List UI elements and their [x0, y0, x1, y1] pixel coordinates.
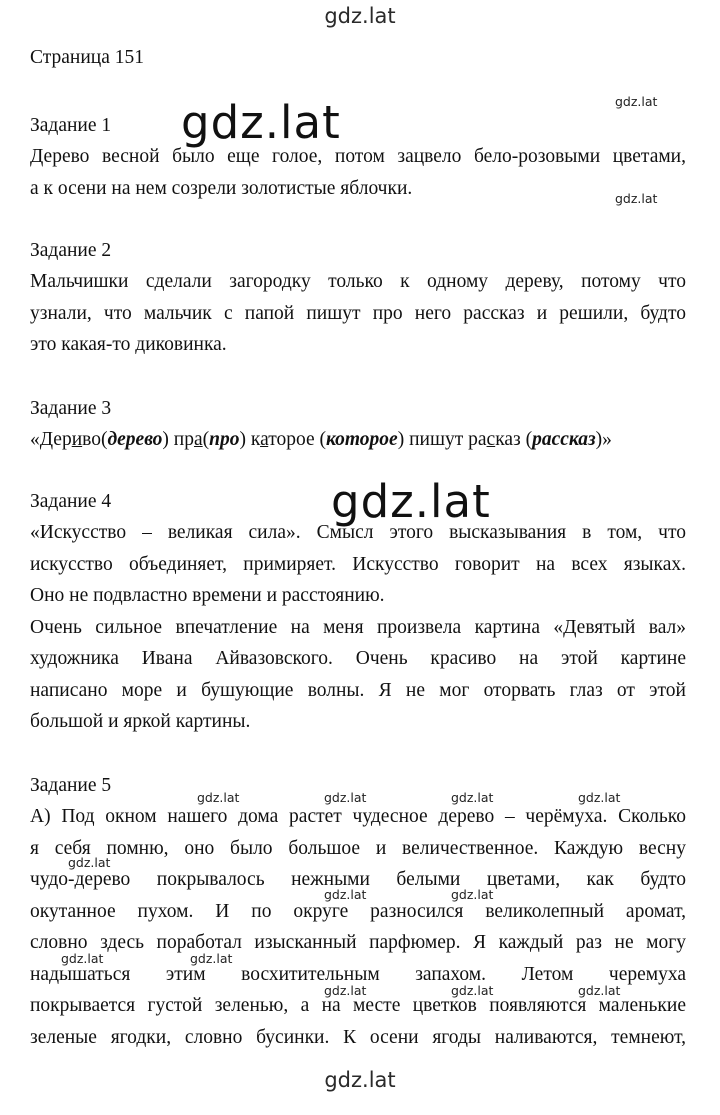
watermark-small: gdz.lat	[578, 790, 621, 805]
text-line: узнали, что мальчик с папой пишут про него рассказ и решили, будто	[30, 302, 686, 324]
watermark-small: gdz.lat	[197, 790, 240, 805]
watermark-large: gdz.lat	[181, 96, 341, 149]
text-line: окутанное пухом. И по округе разносился великолепный аромат,	[30, 900, 686, 922]
underlined-letter: и	[71, 429, 83, 450]
underlined-letter: а	[193, 429, 203, 450]
text-line: зеленые ягодки, словно бусинки. К осени ягоды наливаются, темнеют,	[30, 1026, 686, 1048]
task-answer	[30, 141, 686, 204]
text-line: а к осени на нем созрели золотистые яблочки.	[30, 177, 413, 199]
text-segment: )»	[595, 429, 612, 450]
underlined-letter: а	[260, 429, 269, 450]
text-line: художника Ивана Айвазовского. Очень красиво на этой картине	[30, 648, 686, 669]
text-line: Очень сильное впечатление на меня произвела картина «Девятый вал»	[30, 616, 686, 638]
text-segment: каз (	[495, 429, 533, 450]
text-line: большой и яркой картины.	[30, 711, 251, 732]
text-line: покрывается густой зеленью, а на месте цветков появляются маленькие	[30, 995, 686, 1016]
text-line: А) Под окном нашего дома растет чудесное дерево – черёмуха. Сколько	[30, 806, 686, 827]
text-line	[30, 424, 686, 456]
task-answer	[30, 266, 686, 361]
watermark-small: gdz.lat	[451, 790, 494, 805]
underlined-letter: с	[486, 429, 496, 450]
watermark-small: gdz.lat	[451, 983, 494, 998]
text-line: это какая-то диковинка.	[30, 334, 227, 355]
correct-word: про	[209, 429, 240, 450]
watermark-large: gdz.lat	[331, 475, 491, 528]
watermark-small: gdz.lat	[615, 94, 658, 109]
page-title: Страница 151	[30, 47, 145, 68]
task-title: Задание 3	[30, 398, 112, 419]
text-line: «Искусство – великая сила». Смысл этого высказывания в том, что	[30, 522, 686, 543]
correct-word: дерево	[107, 429, 163, 450]
watermark-small: gdz.lat	[451, 887, 494, 902]
watermark-small: gdz.lat	[324, 887, 367, 902]
text-segment: торое (	[268, 429, 326, 450]
text-segment: (	[202, 429, 210, 450]
watermark-bottom: gdz.lat	[324, 1068, 396, 1092]
text-line: надышаться этим восхитительным запахом. Летом черемуха	[30, 963, 686, 985]
text-line: Мальчишки сделали загородку только к одному дереву, потому что	[30, 271, 686, 292]
text-line: словно здесь поработал изысканный парфюмер. Я каждый раз не могу	[30, 932, 686, 953]
correct-word: которое	[326, 429, 398, 450]
watermark-small: gdz.lat	[190, 951, 233, 966]
correct-word: рассказ	[532, 429, 596, 450]
task-answer	[30, 517, 686, 738]
text-line: Оно не подвластно времени и расстоянию.	[30, 585, 385, 606]
watermark-small: gdz.lat	[68, 855, 111, 870]
watermark-top: gdz.lat	[324, 4, 396, 28]
text-line: искусство объединяет, примиряет. Искусство говорит на всех языках.	[30, 553, 686, 575]
watermark-small: gdz.lat	[324, 983, 367, 998]
task-answer	[30, 424, 686, 456]
text-segment: ) пишут ра	[397, 429, 487, 450]
watermark-small: gdz.lat	[578, 983, 621, 998]
task-answer	[30, 801, 686, 1053]
task-title: Задание 1	[30, 115, 112, 136]
text-segment: ) к	[239, 429, 261, 450]
task-title: Задание 4	[30, 491, 112, 512]
text-line: чудо-дерево покрывалось нежными белыми цветами, как будто	[30, 869, 686, 890]
watermark-small: gdz.lat	[61, 951, 104, 966]
text-segment: «Дер	[30, 429, 72, 450]
text-line: я себя помню, оно было большое и величественное. Каждую весну	[30, 837, 686, 859]
watermark-small: gdz.lat	[324, 790, 367, 805]
watermark-small: gdz.lat	[615, 191, 658, 206]
text-segment: во(	[82, 429, 108, 450]
task-title: Задание 2	[30, 240, 112, 261]
task-title: Задание 5	[30, 775, 112, 796]
text-line: написано море и бушующие волны. Я не мог оторвать глаз от этой	[30, 679, 686, 701]
text-segment: ) пр	[162, 429, 194, 450]
text-line: Дерево весной было еще голое, потом зацвело бело-розовыми цветами,	[30, 146, 686, 167]
